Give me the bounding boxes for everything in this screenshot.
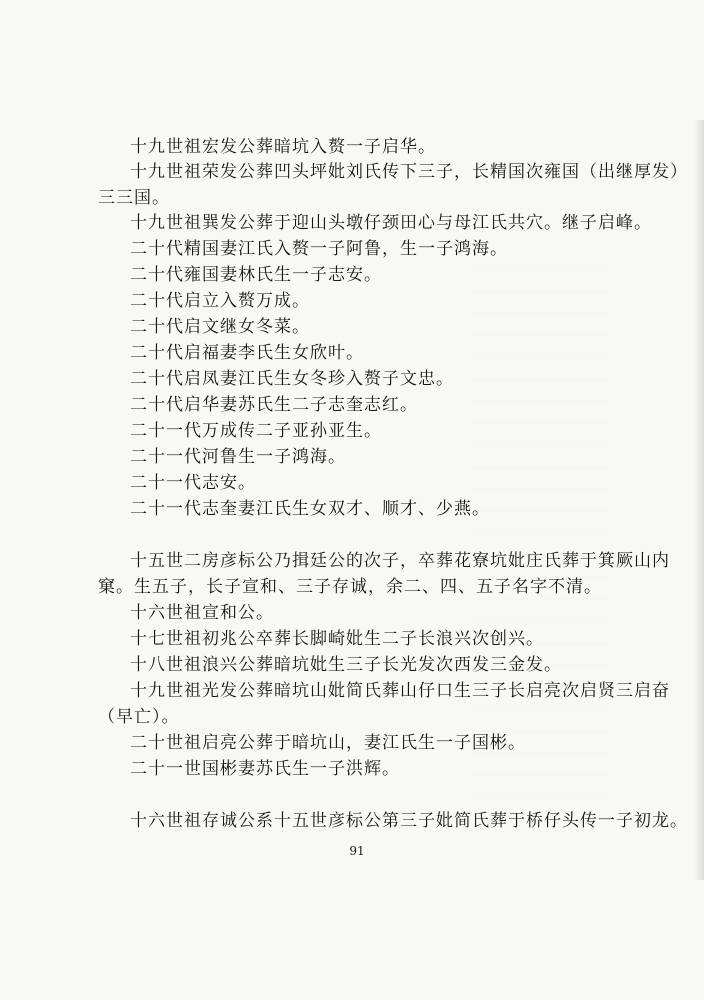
text-line: 二十一代志安。 xyxy=(130,473,256,493)
text-line: 十九世祖宏发公葬暗坑入赘一子启华。 xyxy=(130,137,436,157)
text-line: 十九世祖巽发公葬于迎山头墩仔颈田心与母江氏共穴。继子启峰。 xyxy=(130,213,652,233)
text-line: 十五世二房彦标公乃揖廷公的次子，卒葬花寮坑妣庄氏葬于箕厥山内 xyxy=(130,551,670,571)
text-line: 十九世祖光发公葬暗坑山妣简氏葬山仔口生三子长启亮次启贤三启奋 xyxy=(130,681,670,701)
page-edge-shadow xyxy=(694,120,704,880)
text-line: 二十一代志奎妻江氏生女双才、顺才、少燕。 xyxy=(130,499,490,519)
text-line: 十六世祖存诚公系十五世彦标公第三子妣简氏葬于桥仔头传一子初龙。 xyxy=(130,811,688,831)
text-line: 二十代启立入赘万成。 xyxy=(130,291,310,311)
text-line: 二十代启福妻李氏生女欣叶。 xyxy=(130,343,364,363)
page-number: 91 xyxy=(349,844,365,858)
text-line: 二十代启凤妻江氏生女冬珍入赘子文忠。 xyxy=(130,369,454,389)
text-line: 二十一代万成传二子亚孙亚生。 xyxy=(130,421,382,441)
text-line: 二十代启华妻苏氏生二子志奎志红。 xyxy=(130,395,418,415)
text-line: 二十代精国妻江氏入赘一子阿鲁，生一子鸿海。 xyxy=(130,239,508,259)
text-line: 十九世祖荣发公葬凹头坪妣刘氏传下三子，长精国次雍国（出继厚发） xyxy=(130,162,688,182)
text-line: 十八世祖浪兴公葬暗坑妣生三子长光发次西发三金发。 xyxy=(130,655,562,675)
text-line: 二十一代河鲁生一子鸿海。 xyxy=(130,447,346,467)
bleed-through-texture xyxy=(470,250,610,810)
text-line: 十六世祖宣和公。 xyxy=(130,603,274,623)
text-line: 二十代启文继女冬菜。 xyxy=(130,317,310,337)
text-line: 三三国。 xyxy=(98,188,170,208)
text-line: （早亡）。 xyxy=(98,707,180,727)
text-line: 二十世祖启亮公葬于暗坑山，妻江氏生一子国彬。 xyxy=(130,733,526,753)
text-line: 二十代雍国妻林氏生一子志安。 xyxy=(130,265,382,285)
text-line: 窠。生五子，长子宣和、三子存诚，余二、四、五子名字不清。 xyxy=(98,577,602,597)
text-line: 二十一世国彬妻苏氏生一子洪辉。 xyxy=(130,759,400,779)
text-line: 十七世祖初兆公卒葬长脚崎妣生二子长浪兴次创兴。 xyxy=(130,629,544,649)
